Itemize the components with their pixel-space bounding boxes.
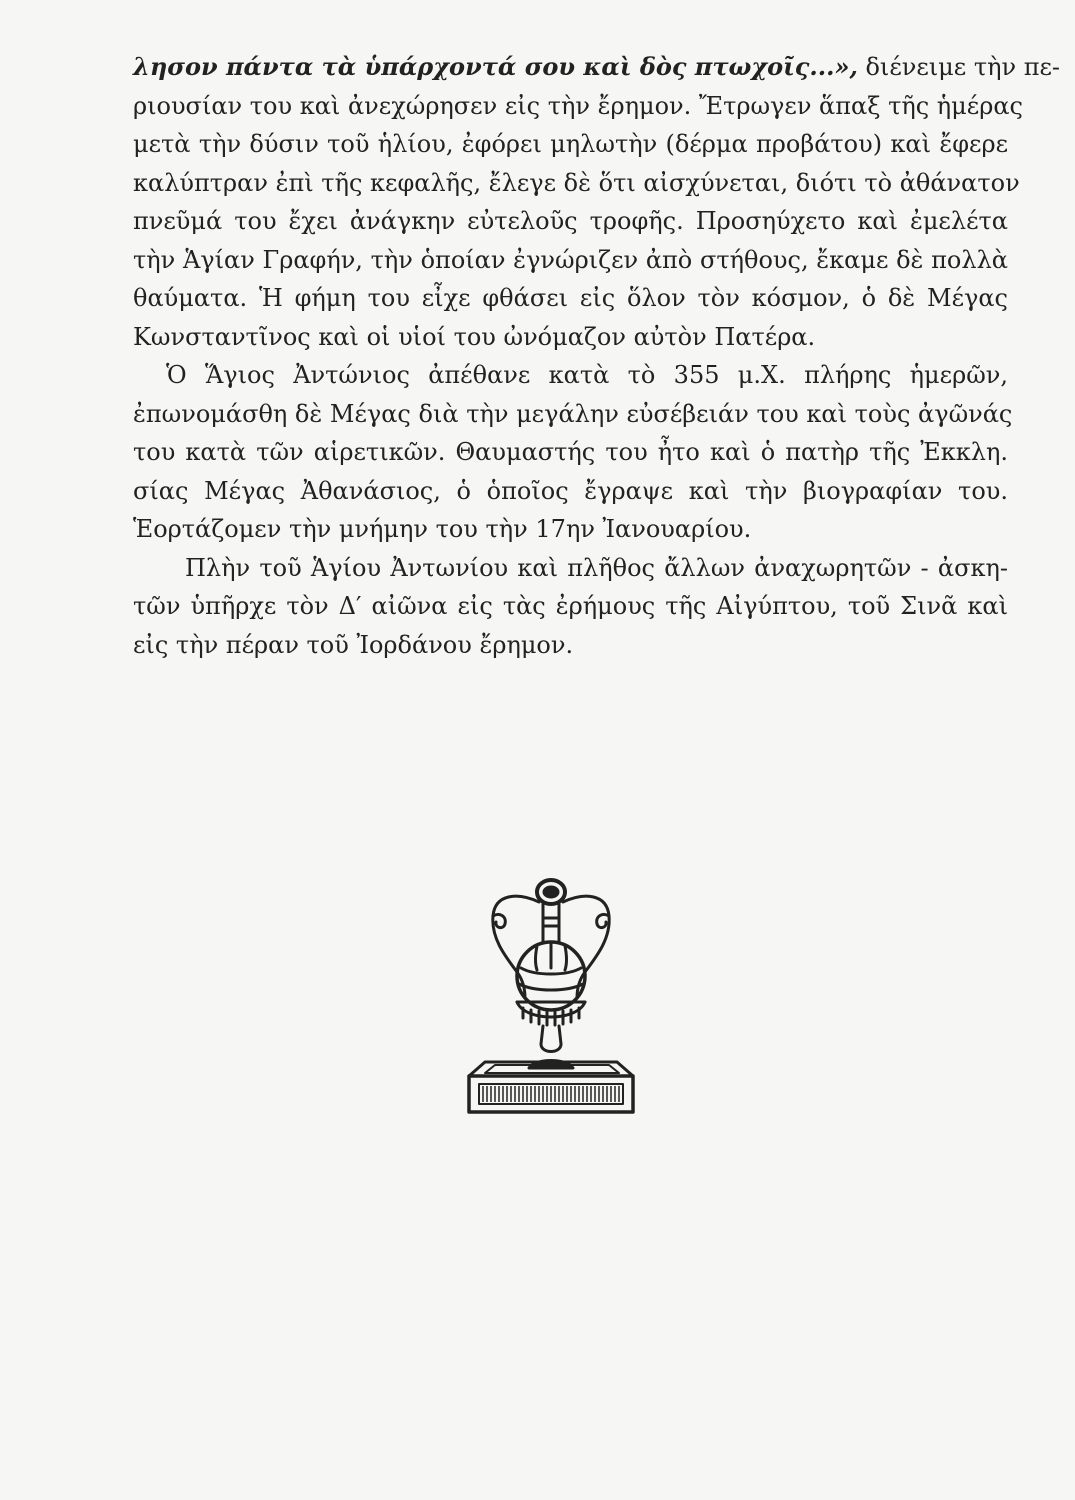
text-line: ἐπωνομάσθη δὲ Μέγας διὰ τὴν μεγάλην εὐσέβειάν του καὶ τοὺς ἀγῶνάς [133,399,1013,428]
paragraph-1 [133,48,1061,356]
text-line: Ὁ Ἅγιος Ἀντώνιος ἀπέθανε κατὰ τὸ 355 μ.Χ. πλήρης ἡμερῶν, [166,361,1008,389]
text-span: διένειμε τὴν πε- [857,53,1061,81]
text-line: Ἑορτάζομεν τὴν μνήμην του τὴν 17ην Ἰανουαρίου. [133,515,752,543]
text-line: θαύματα. Ἡ φήμη του εἶχε φθάσει εἰς ὅλον τὸν κόσμον, ὁ δὲ Μέγας [133,284,1008,312]
text-line: σίας Μέγας Ἀθανάσιος, ὁ ὁποῖος ἔγραψε καὶ τὴν βιογραφίαν του. [133,476,1008,505]
text-line: καλύπτραν ἐπὶ τῆς κεφαλῆς, ἔλεγε δὲ ὅτι αἰσχύνεται, διότι τὸ ἀθάνατον [133,168,1020,197]
paragraph-2 [133,356,1013,549]
text-line: εἰς τὴν πέραν τοῦ Ἰορδάνου ἔρημον. [133,630,574,659]
text-line: μετὰ τὴν δύσιν τοῦ ἡλίου, ἐφόρει μηλωτὴν (δέρμα προβάτου) καὶ ἔφερε [133,130,1008,158]
text-line: Κωνσταντῖνος καὶ οἱ υἱοί του ὠνόμαζον αὐτὸν Πατέρα. [133,322,816,351]
text-line: τῶν ὑπῆρχε τὸν Δ′ αἰῶνα εἰς τὰς ἐρήμους τῆς Αἰγύπτου, τοῦ Σινᾶ καὶ [133,592,1008,620]
body-text [133,48,1061,664]
text-line: πνεῦμά του ἔχει ἀνάγκην εὐτελοῦς τροφῆς. Προσηύχετο καὶ ἐμελέτα [133,207,1008,235]
text-line: ριουσίαν του καὶ ἀνεχώρησεν εἰς τὴν ἔρημον. Ἔτρωγεν ἅπαξ τῆς ἡμέρας [133,91,1023,120]
text-line: Πλὴν τοῦ Ἁγίου Ἀντωνίου καὶ πλῆθος ἄλλων ἀναχωρητῶν - ἀσκη- [185,553,1008,582]
text-line: του κατὰ τῶν αἱρετικῶν. Θαυμαστής του ἦτο καὶ ὁ πατὴρ τῆς Ἐκκλη. [133,438,1008,466]
italic-quote: λησον πάντα τὰ ὑπάρχοντά σου καὶ δὸς πτωχοῖς...», [133,52,858,81]
amphora-vase-icon [465,872,645,1120]
text-line: τὴν Ἁγίαν Γραφήν, τὴν ὁποίαν ἐγνώριζεν ἀπὸ στήθους, ἔκαμε δὲ πολλὰ [133,245,1008,274]
paragraph-3 [133,549,1008,665]
text-line [133,48,1061,87]
